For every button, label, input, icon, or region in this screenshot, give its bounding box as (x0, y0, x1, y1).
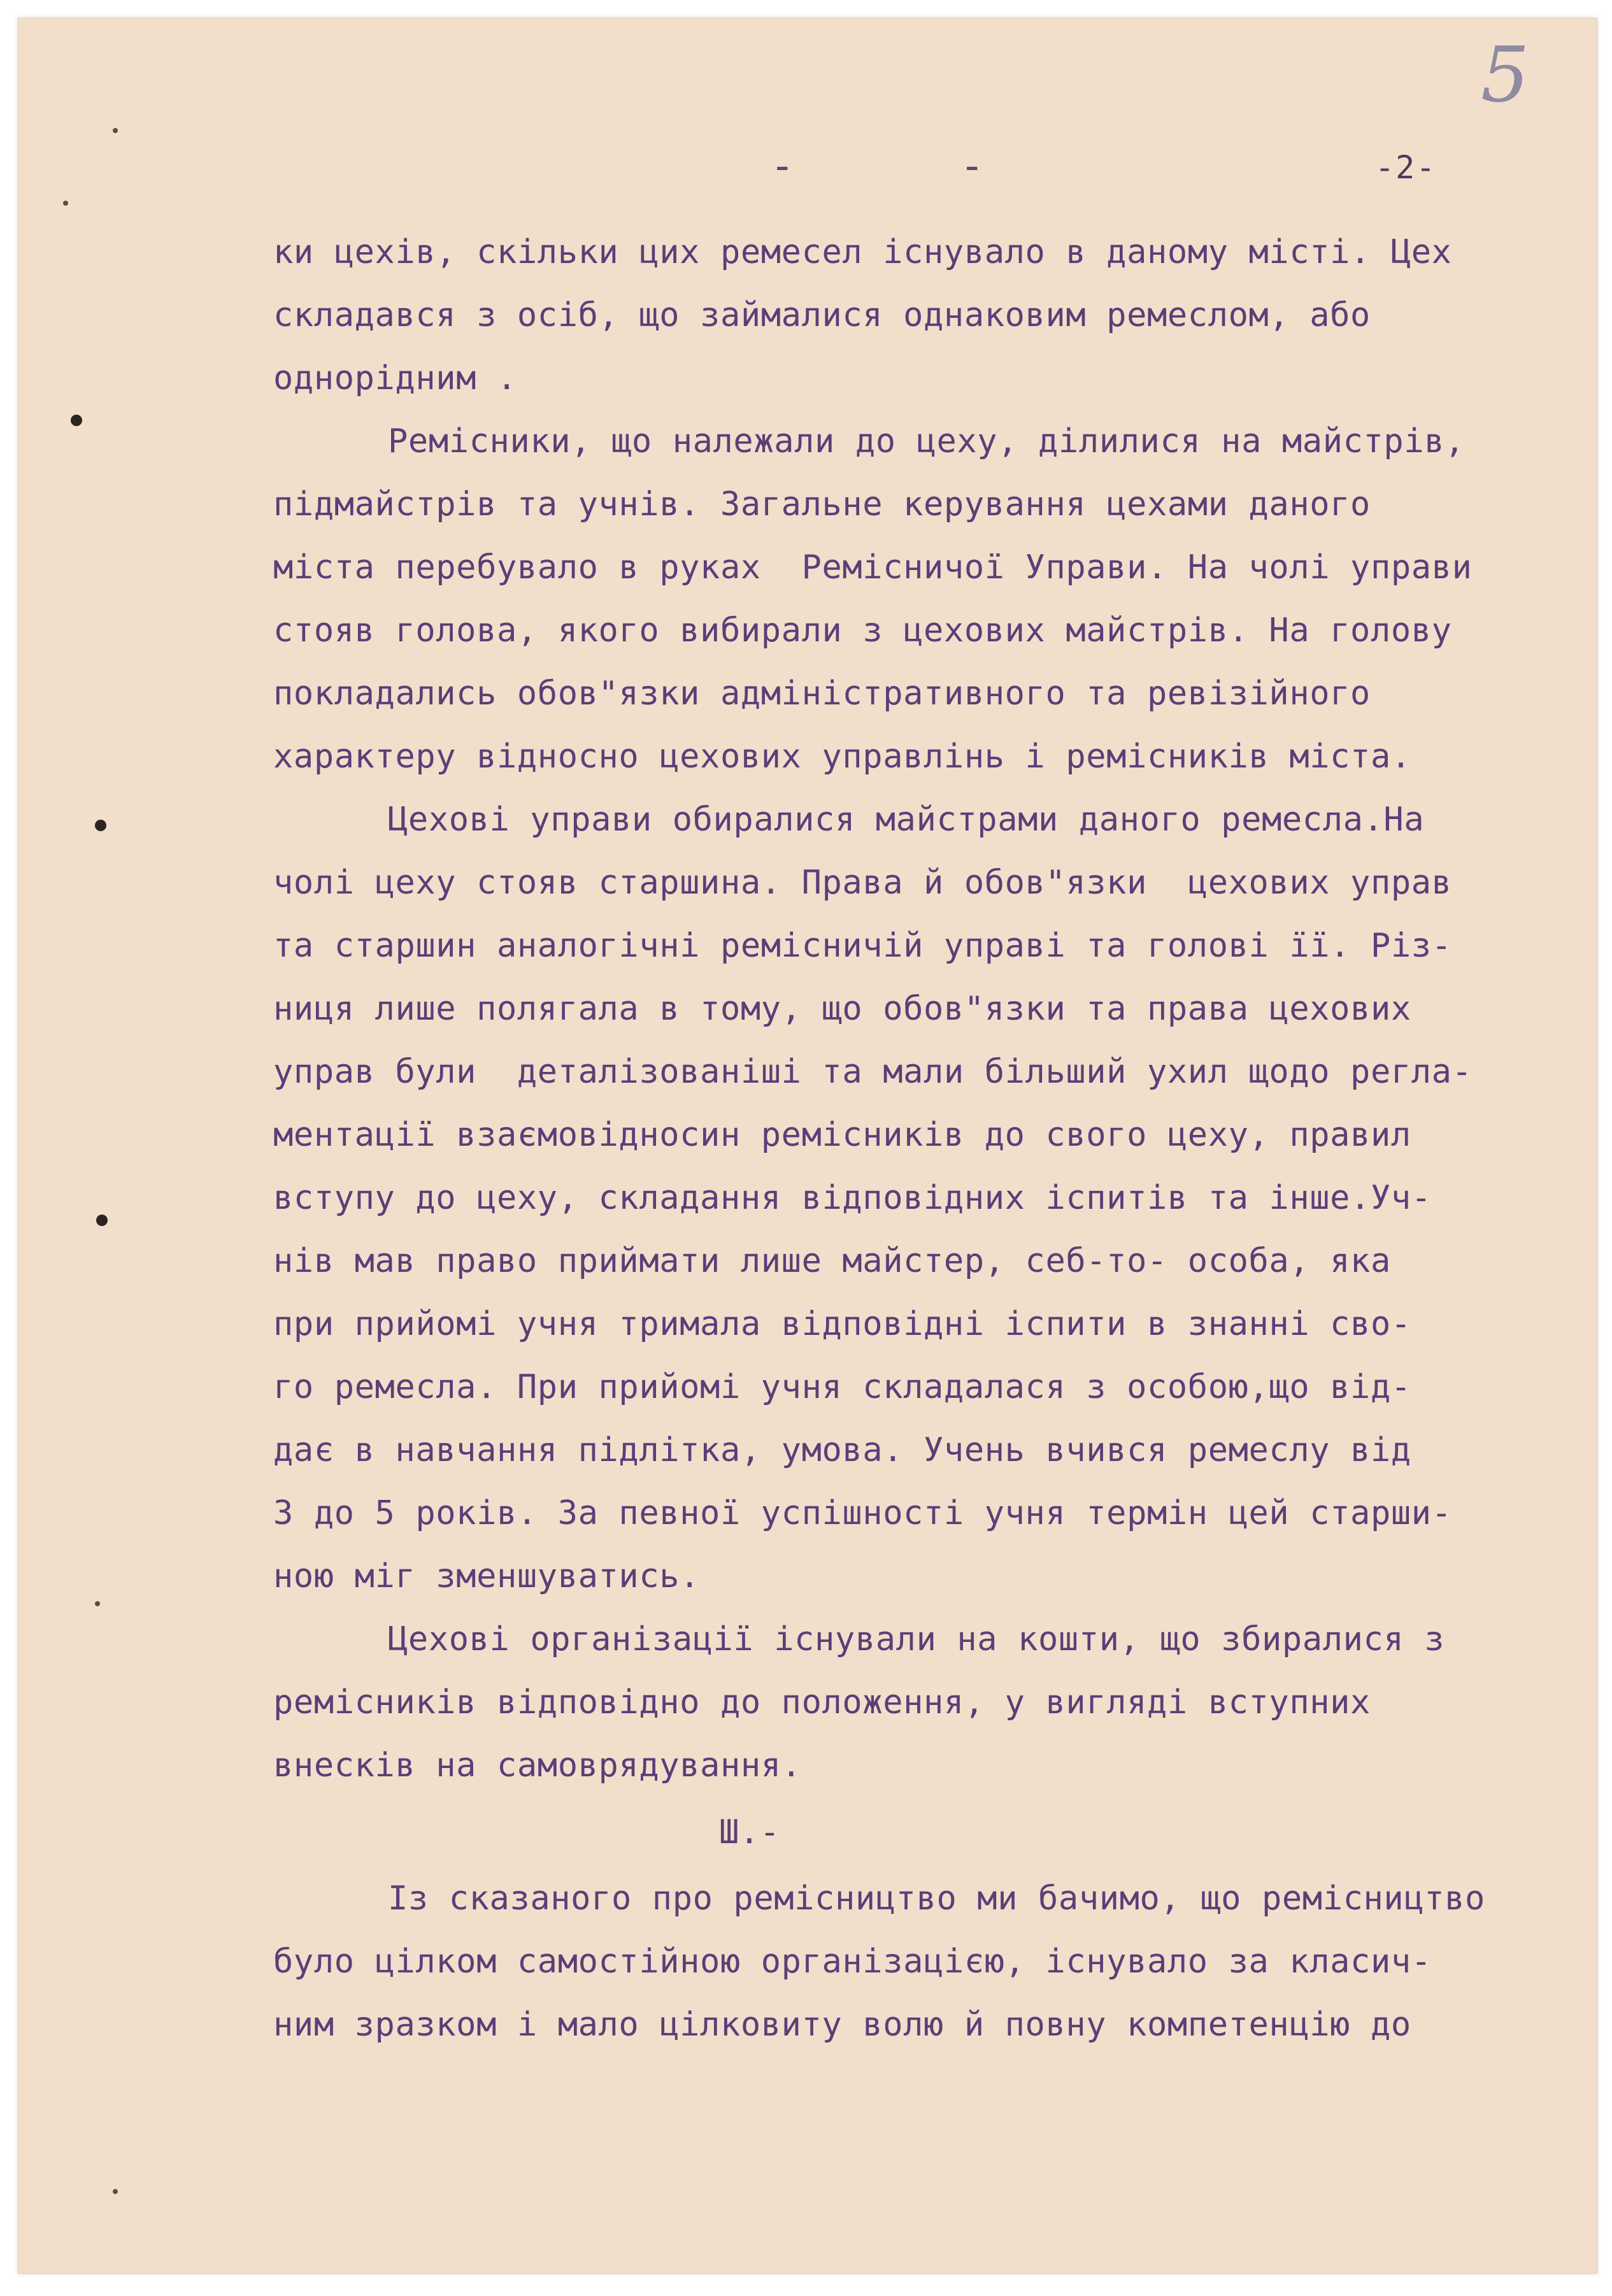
text-line: дає в навчання підлітка, умова. Учень вчився ремеслу від (273, 1431, 1411, 1469)
archive-folio-number: 5 (1481, 31, 1530, 120)
text-line: 3 до 5 років. За певної успішності учня термін цей старши- (273, 1494, 1452, 1532)
text-line: Із сказаного про ремісництво ми бачимо, що ремісництво (388, 1879, 1485, 1918)
text-line: нів мав право приймати лише майстер, себ-то- особа, яка (273, 1242, 1391, 1280)
text-line: го ремесла. При прийомі учня складалася з особою,що від- (273, 1368, 1411, 1406)
document-page (18, 18, 1597, 2274)
section-heading: Ш.- (719, 1813, 780, 1851)
header-dash-right: - (960, 143, 985, 190)
text-line: ремісників відповідно до положення, у вигляді вступних (273, 1683, 1371, 1722)
text-line: ки цехів, скільки цих ремесел існувало в даному місті. Цех (273, 233, 1452, 271)
text-line: стояв голова, якого вибирали з цехових майстрів. На голову (273, 611, 1452, 650)
text-line: характеру відносно цехових управлінь і ремісників міста. (273, 738, 1411, 776)
text-line: Ремісники, що належали до цеху, ділилися на майстрів, (388, 422, 1466, 460)
page-header (18, 114, 1597, 190)
punch-hole (63, 201, 68, 206)
text-line: вступу до цеху, складання відповідних іспитів та інше.Уч- (273, 1179, 1432, 1217)
text-line: покладались обов"язки адміністративного та ревізійного (273, 674, 1371, 713)
text-line: однорідним . (273, 359, 517, 397)
header-dash-left: - (770, 143, 795, 190)
text-line: було цілком самостійною організацією, існувало за класич- (273, 1943, 1432, 1981)
punch-hole (71, 415, 82, 426)
text-line: ною міг зменшуватись. (273, 1557, 701, 1595)
text-line: чолі цеху стояв старшина. Права й обов"язки цехових управ (273, 864, 1452, 902)
text-line: підмайстрів та учнів. Загальне керування цехами даного (273, 485, 1371, 524)
paragraph-2 (273, 410, 1579, 788)
text-line: внесків на самоврядування. (273, 1746, 802, 1785)
paragraph-5 (273, 1867, 1579, 2057)
paragraph-3 (273, 788, 1579, 1608)
punch-hole (113, 128, 118, 133)
document-body (273, 221, 1579, 2057)
text-line: міста перебувало в руках Ремісничої Управи. На чолі управи (273, 548, 1473, 587)
paragraph-1 (273, 221, 1579, 410)
text-line: та старшин аналогічні ремісничій управі та голові її. Різ- (273, 927, 1452, 965)
paragraph-4 (273, 1608, 1579, 1797)
text-line: ним зразком і мало цілковиту волю й повну компетенцію до (273, 2006, 1411, 2044)
text-line: Цехові управи обиралися майстрами даного ремесла.На (388, 801, 1425, 839)
text-line: складався з осіб, що займалися однаковим ремеслом, або (273, 296, 1371, 334)
punch-hole (95, 820, 106, 831)
text-line: управ були деталізованіші та мали більший ухил щодо регла- (273, 1053, 1473, 1091)
text-line: ментації взаємовідносин ремісників до свого цеху, правил (273, 1116, 1411, 1154)
punch-hole (96, 1215, 108, 1226)
punch-hole (95, 1601, 100, 1606)
punch-hole (113, 2189, 118, 2194)
text-line: ниця лише полягала в тому, що обов"язки та права цехових (273, 990, 1411, 1028)
page-number: -2- (1375, 149, 1437, 186)
text-line: при прийомі учня тримала відповідні іспити в знанні сво- (273, 1305, 1411, 1343)
text-line: Цехові організації існували на кошти, що збиралися з (388, 1620, 1445, 1658)
